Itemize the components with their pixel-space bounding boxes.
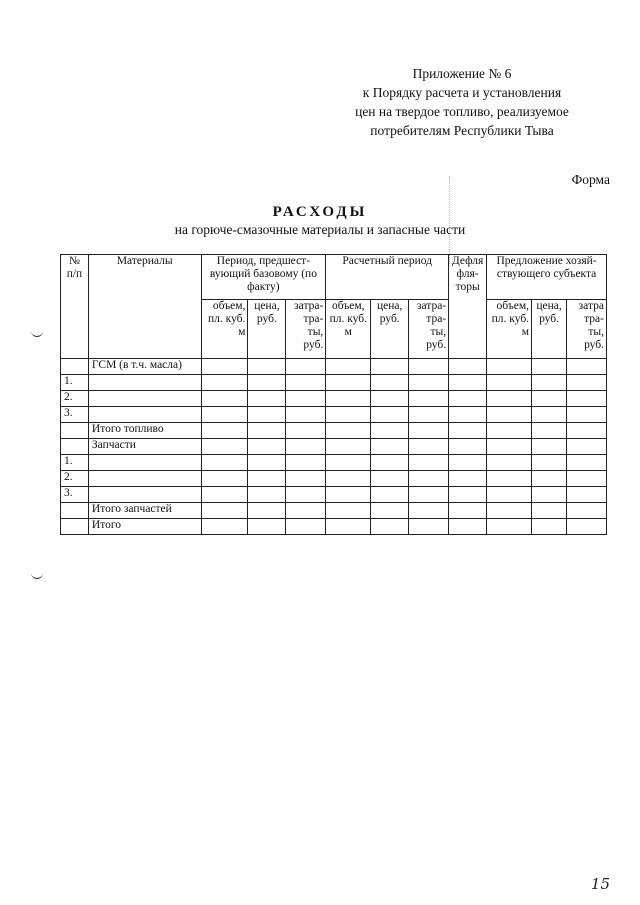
empty-value-cell[interactable]	[371, 487, 409, 503]
subheader-price: цена, руб.	[371, 300, 409, 359]
row-num-cell: 3.	[61, 407, 89, 423]
empty-value-cell[interactable]	[567, 503, 607, 519]
row-label-cell: Итого	[88, 519, 201, 535]
empty-value-cell[interactable]	[286, 487, 326, 503]
empty-value-cell[interactable]	[487, 407, 532, 423]
page-number: 15	[590, 875, 610, 893]
empty-value-cell[interactable]	[409, 503, 449, 519]
table-row	[61, 407, 607, 423]
empty-value-cell[interactable]	[371, 407, 409, 423]
empty-value-cell[interactable]	[201, 359, 248, 375]
empty-value-cell[interactable]	[567, 519, 607, 535]
empty-value-cell[interactable]	[371, 503, 409, 519]
empty-value-cell[interactable]	[487, 503, 532, 519]
table-row	[61, 503, 607, 519]
empty-value-cell[interactable]	[326, 439, 371, 455]
empty-value-cell[interactable]	[409, 423, 449, 439]
empty-value-cell[interactable]	[409, 455, 449, 471]
subheader-volume: объем, пл. куб. м	[487, 300, 532, 359]
empty-value-cell[interactable]	[326, 487, 371, 503]
empty-value-cell[interactable]	[567, 423, 607, 439]
row-label-cell	[88, 471, 201, 487]
subheader-price: цена, руб.	[532, 300, 567, 359]
empty-value-cell[interactable]	[487, 391, 532, 407]
appendix-line: потребителям Республики Тыва	[370, 123, 554, 138]
table-row	[61, 439, 607, 455]
empty-value-cell[interactable]	[201, 407, 248, 423]
empty-value-cell[interactable]	[326, 375, 371, 391]
table-row	[61, 487, 607, 503]
empty-value-cell[interactable]	[567, 407, 607, 423]
empty-value-cell[interactable]	[326, 471, 371, 487]
empty-value-cell[interactable]	[532, 375, 567, 391]
empty-value-cell[interactable]	[201, 391, 248, 407]
empty-value-cell[interactable]	[286, 423, 326, 439]
empty-value-cell[interactable]	[409, 519, 449, 535]
empty-value-cell[interactable]	[487, 519, 532, 535]
row-num-cell: 1.	[61, 455, 89, 471]
empty-value-cell[interactable]	[326, 359, 371, 375]
empty-value-cell[interactable]	[371, 391, 409, 407]
subheader-costs: затра-тра-ты, руб.	[409, 300, 449, 359]
empty-value-cell[interactable]	[326, 391, 371, 407]
empty-value-cell[interactable]	[409, 375, 449, 391]
empty-value-cell[interactable]	[371, 359, 409, 375]
empty-value-cell[interactable]	[248, 455, 286, 471]
empty-value-cell[interactable]	[532, 487, 567, 503]
subheader-volume: объем, пл. куб. м	[201, 300, 248, 359]
row-num-cell	[61, 359, 89, 375]
empty-value-cell[interactable]	[532, 391, 567, 407]
table-row	[61, 359, 607, 375]
empty-value-cell[interactable]	[532, 407, 567, 423]
row-label-cell	[88, 455, 201, 471]
empty-value-cell[interactable]	[449, 487, 487, 503]
empty-value-cell[interactable]	[286, 439, 326, 455]
document-subtitle: на горюче-смазочные материалы и запасные части	[174, 222, 466, 237]
form-label: Форма	[571, 172, 610, 187]
empty-value-cell[interactable]	[286, 503, 326, 519]
row-num-cell	[61, 519, 89, 535]
subheader-costs: затра-тра-ты, руб.	[286, 300, 326, 359]
row-label-cell: ГСМ (в т.ч. масла)	[88, 359, 201, 375]
empty-value-cell[interactable]	[201, 503, 248, 519]
empty-value-cell[interactable]	[567, 439, 607, 455]
empty-value-cell[interactable]	[286, 455, 326, 471]
empty-value-cell[interactable]	[449, 439, 487, 455]
expenses-table	[60, 254, 607, 535]
empty-value-cell[interactable]	[449, 503, 487, 519]
row-num-cell	[61, 503, 89, 519]
empty-value-cell[interactable]	[532, 471, 567, 487]
empty-value-cell[interactable]	[487, 455, 532, 471]
empty-value-cell[interactable]	[326, 423, 371, 439]
empty-value-cell[interactable]	[371, 439, 409, 455]
empty-value-cell[interactable]	[532, 503, 567, 519]
empty-value-cell[interactable]	[449, 359, 487, 375]
row-label-cell: Запчасти	[88, 439, 201, 455]
row-num-cell	[61, 439, 89, 455]
subheader-price: цена, руб.	[248, 300, 286, 359]
scan-artifact	[449, 176, 451, 266]
empty-value-cell[interactable]	[326, 407, 371, 423]
empty-value-cell[interactable]	[286, 391, 326, 407]
empty-value-cell[interactable]	[286, 519, 326, 535]
empty-value-cell[interactable]	[567, 359, 607, 375]
empty-value-cell[interactable]	[201, 439, 248, 455]
subheader-costs: затра тра-ты, руб.	[567, 300, 607, 359]
table-header-row	[61, 255, 607, 300]
empty-value-cell[interactable]	[567, 455, 607, 471]
table-row	[61, 375, 607, 391]
table-row	[61, 391, 607, 407]
empty-value-cell[interactable]	[409, 439, 449, 455]
empty-value-cell[interactable]	[449, 455, 487, 471]
empty-value-cell[interactable]	[409, 391, 449, 407]
empty-value-cell[interactable]	[286, 471, 326, 487]
scan-mark	[31, 331, 43, 337]
empty-value-cell[interactable]	[248, 391, 286, 407]
empty-value-cell[interactable]	[248, 439, 286, 455]
appendix-line: Приложение № 6	[412, 66, 512, 81]
empty-value-cell[interactable]	[567, 391, 607, 407]
empty-value-cell[interactable]	[201, 487, 248, 503]
empty-value-cell[interactable]	[248, 519, 286, 535]
empty-value-cell[interactable]	[567, 375, 607, 391]
empty-value-cell[interactable]	[567, 471, 607, 487]
subheader-volume: объем, пл. куб. м	[326, 300, 371, 359]
empty-value-cell[interactable]	[449, 519, 487, 535]
empty-value-cell[interactable]	[409, 487, 449, 503]
empty-value-cell[interactable]	[371, 375, 409, 391]
header-num: № п/п	[61, 255, 89, 359]
empty-value-cell[interactable]	[248, 375, 286, 391]
empty-value-cell[interactable]	[487, 359, 532, 375]
empty-value-cell[interactable]	[286, 407, 326, 423]
empty-value-cell[interactable]	[532, 359, 567, 375]
empty-value-cell[interactable]	[487, 471, 532, 487]
document-title: РАСХОДЫ	[272, 204, 368, 220]
empty-value-cell[interactable]	[326, 455, 371, 471]
table-row	[61, 471, 607, 487]
empty-value-cell[interactable]	[532, 455, 567, 471]
empty-value-cell[interactable]	[371, 455, 409, 471]
empty-value-cell[interactable]	[371, 423, 409, 439]
row-num-cell: 3.	[61, 487, 89, 503]
empty-value-cell[interactable]	[326, 503, 371, 519]
appendix-block	[332, 64, 592, 140]
empty-value-cell[interactable]	[449, 391, 487, 407]
row-label-cell	[88, 487, 201, 503]
row-label-cell	[88, 391, 201, 407]
row-num-cell: 1.	[61, 375, 89, 391]
empty-value-cell[interactable]	[201, 375, 248, 391]
appendix-line: к Порядку расчета и установления	[362, 85, 562, 100]
empty-value-cell[interactable]	[286, 375, 326, 391]
empty-value-cell[interactable]	[449, 471, 487, 487]
row-label-cell	[88, 407, 201, 423]
empty-value-cell[interactable]	[487, 375, 532, 391]
empty-value-cell[interactable]	[371, 471, 409, 487]
empty-value-cell[interactable]	[248, 359, 286, 375]
table-row	[61, 455, 607, 471]
row-label-cell: Итого запчастей	[88, 503, 201, 519]
row-num-cell: 2.	[61, 471, 89, 487]
header-base-period: Период, предшест-вующий базовому (по факту)	[201, 255, 326, 300]
empty-value-cell[interactable]	[567, 487, 607, 503]
header-calc-period: Расчетный период	[326, 255, 449, 300]
empty-value-cell[interactable]	[532, 423, 567, 439]
empty-value-cell[interactable]	[201, 455, 248, 471]
header-materials: Материалы	[88, 255, 201, 359]
row-num-cell	[61, 423, 89, 439]
empty-value-cell[interactable]	[201, 519, 248, 535]
empty-value-cell[interactable]	[248, 423, 286, 439]
table-body	[61, 359, 607, 535]
empty-value-cell[interactable]	[487, 487, 532, 503]
empty-value-cell[interactable]	[286, 359, 326, 375]
empty-value-cell[interactable]	[487, 439, 532, 455]
table-row	[61, 519, 607, 535]
empty-value-cell[interactable]	[449, 423, 487, 439]
empty-value-cell[interactable]	[409, 359, 449, 375]
empty-value-cell[interactable]	[248, 503, 286, 519]
empty-value-cell[interactable]	[248, 471, 286, 487]
empty-value-cell[interactable]	[201, 471, 248, 487]
empty-value-cell[interactable]	[409, 407, 449, 423]
empty-value-cell[interactable]	[532, 519, 567, 535]
empty-value-cell[interactable]	[532, 439, 567, 455]
empty-value-cell[interactable]	[248, 487, 286, 503]
empty-value-cell[interactable]	[449, 375, 487, 391]
table-row	[61, 423, 607, 439]
scan-mark	[31, 573, 43, 579]
header-proposal: Предложение хозяй-ствующего субъекта	[487, 255, 607, 300]
row-num-cell: 2.	[61, 391, 89, 407]
empty-value-cell[interactable]	[371, 519, 409, 535]
row-label-cell: Итого топливо	[88, 423, 201, 439]
empty-value-cell[interactable]	[326, 519, 371, 535]
empty-value-cell[interactable]	[449, 407, 487, 423]
row-label-cell	[88, 375, 201, 391]
empty-value-cell[interactable]	[201, 423, 248, 439]
empty-value-cell[interactable]	[409, 471, 449, 487]
empty-value-cell[interactable]	[248, 407, 286, 423]
empty-value-cell[interactable]	[487, 423, 532, 439]
header-deflators: Дефля фля-торы	[449, 255, 487, 359]
appendix-line: цен на твердое топливо, реализуемое	[355, 104, 569, 119]
